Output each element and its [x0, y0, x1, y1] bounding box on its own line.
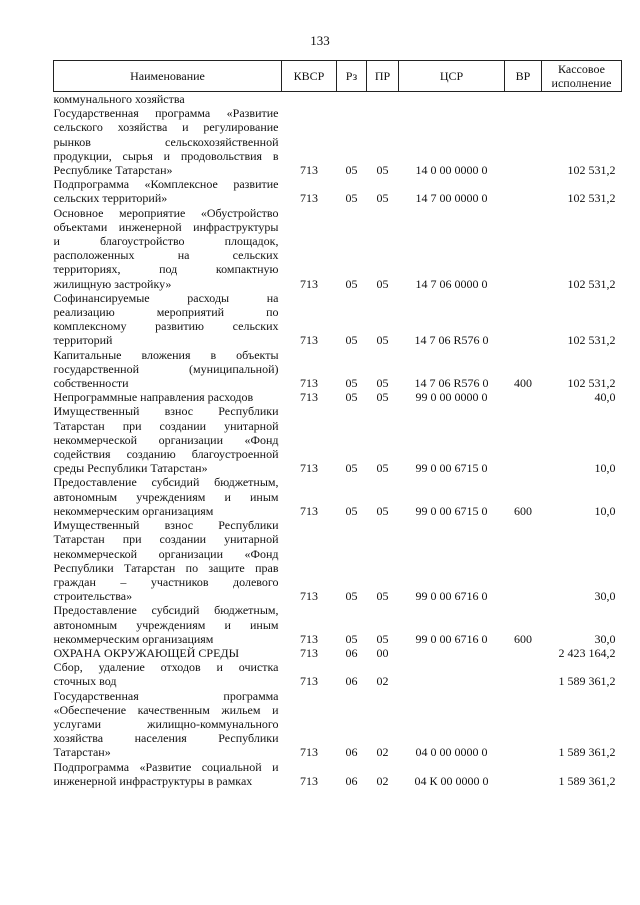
row-vr — [505, 92, 542, 107]
row-name — [54, 390, 282, 404]
row-rz: 05 — [345, 276, 358, 291]
row-name — [54, 404, 282, 475]
row-name-line: граждан – участников долевого — [53, 574, 279, 589]
row-name-line: рынков сельскохозяйственной — [53, 134, 279, 149]
table-row — [54, 206, 622, 291]
row-vr: 600 — [514, 631, 532, 646]
row-rz: 05 — [345, 376, 358, 391]
row-name-line: некоммерческим организациям — [53, 631, 214, 646]
row-name-line: территориях, под компактную — [53, 262, 279, 277]
table-row — [54, 177, 622, 205]
row-name-line: Подпрограмма «Развитие социальной и — [53, 759, 279, 774]
row-name-line: реализацию мероприятий по — [53, 305, 279, 320]
row-vr: 600 — [514, 503, 532, 518]
row-name — [54, 348, 282, 391]
row-name-line: ОХРАНА ОКРУЖАЮЩЕЙ СРЕДЫ — [53, 645, 240, 660]
table-row — [54, 646, 622, 660]
table-row — [54, 390, 622, 404]
row-rz: 05 — [345, 589, 358, 604]
row-name — [54, 660, 282, 688]
row-vr — [505, 660, 542, 688]
row-csr: 99 0 00 6715 0 — [415, 461, 488, 476]
row-kvsr: 713 — [300, 631, 318, 646]
header-cash: Кассовое исполнение — [542, 61, 622, 92]
row-name-line: и благоустройство площадок, — [53, 234, 279, 249]
row-cash: 2 423 164,2 — [558, 645, 616, 660]
row-name-line: услугами жилищно-коммунального — [53, 716, 279, 731]
row-name-line: автономным учреждениям и иным — [53, 489, 279, 504]
row-name-line: комплексному развитию сельских — [53, 319, 279, 334]
row-csr: 99 0 00 6715 0 — [415, 503, 488, 518]
row-pr: 00 — [376, 645, 389, 660]
row-name-line: сельских территорий» — [53, 191, 168, 206]
row-name-line: Республике Татарстан» — [53, 163, 173, 178]
row-cash: 1 589 361,2 — [558, 674, 616, 689]
row-name-line: Сбор, удаление отходов и очистка — [53, 660, 279, 675]
row-kvsr: 713 — [300, 191, 318, 206]
row-vr — [505, 760, 542, 788]
row-name-line: некоммерческой организации «Фонд — [53, 546, 279, 561]
row-name-line: Татарстан при создании унитарной — [53, 532, 279, 547]
row-name-line: Капитальные вложения в объекты — [53, 347, 279, 362]
row-rz: 05 — [345, 631, 358, 646]
row-rz — [337, 92, 367, 107]
row-name — [54, 177, 282, 205]
row-name — [54, 475, 282, 518]
row-csr: 14 7 06 0000 0 — [415, 276, 488, 291]
row-name — [54, 106, 282, 177]
row-kvsr: 713 — [300, 589, 318, 604]
row-name-line: среды Республики Татарстан» — [53, 461, 208, 476]
table-row — [54, 603, 622, 646]
header-name: Наименование — [54, 61, 282, 92]
row-csr: 14 7 00 0000 0 — [415, 191, 488, 206]
row-name-line: коммунального хозяйства — [53, 92, 185, 106]
row-vr — [505, 206, 542, 291]
row-pr: 05 — [376, 503, 389, 518]
row-vr — [505, 106, 542, 177]
row-rz: 05 — [345, 333, 358, 348]
row-vr — [505, 689, 542, 760]
header-pr: ПР — [367, 61, 399, 92]
row-name-line: некоммерческим организациям — [53, 503, 214, 518]
row-name-line: Имущественный взнос Республики — [53, 404, 279, 419]
row-pr: 05 — [376, 191, 389, 206]
row-csr: 99 0 00 0000 0 — [415, 390, 488, 405]
row-cash: 102 531,2 — [567, 191, 616, 206]
table-body — [54, 92, 622, 788]
row-name — [54, 518, 282, 603]
row-cash: 102 531,2 — [567, 376, 616, 391]
row-cash: 1 589 361,2 — [558, 745, 616, 760]
row-kvsr: 713 — [300, 376, 318, 391]
row-rz: 05 — [345, 503, 358, 518]
table-row — [54, 291, 622, 348]
row-name-line: Татарстан» — [53, 745, 111, 760]
row-name-line: Предоставление субсидий бюджетным, — [53, 603, 279, 618]
row-name-line: автономным учреждениям и иным — [53, 617, 279, 632]
page-number: 133 — [310, 33, 330, 48]
row-name-line: Государственная программа «Развитие — [53, 106, 279, 121]
row-rz: 05 — [345, 390, 358, 405]
table-row — [54, 660, 622, 688]
row-vr — [505, 646, 542, 660]
row-pr: 05 — [376, 163, 389, 178]
row-name — [54, 646, 282, 660]
row-cash: 30,0 — [594, 631, 616, 646]
row-name-line: объектами инженерной инфраструктуры — [53, 219, 279, 234]
row-name — [54, 760, 282, 788]
row-vr — [505, 518, 542, 603]
row-kvsr: 713 — [300, 461, 318, 476]
row-csr: 14 7 06 R576 0 — [414, 333, 489, 348]
row-kvsr: 713 — [300, 645, 318, 660]
table-row — [54, 404, 622, 475]
row-pr: 02 — [376, 745, 389, 760]
row-name-line: жилищную застройку» — [53, 276, 172, 291]
row-name-line: Софинансируемые расходы на — [53, 290, 279, 305]
row-name-line: сельского хозяйства и регулирование — [53, 120, 279, 135]
row-cash: 10,0 — [594, 503, 616, 518]
budget-table — [53, 60, 622, 788]
table-row — [54, 92, 622, 107]
row-kvsr: 713 — [300, 773, 318, 788]
row-csr: 99 0 00 6716 0 — [415, 589, 488, 604]
row-name-line: собственности — [53, 376, 129, 391]
row-name-line: расположенных на сельских — [53, 248, 279, 263]
row-kvsr: 713 — [300, 163, 318, 178]
row-pr — [367, 92, 399, 107]
header-vr: ВР — [505, 61, 542, 92]
row-csr — [399, 660, 505, 688]
row-name-line: некоммерческой организации «Фонд — [53, 432, 279, 447]
header-rz: Рз — [337, 61, 367, 92]
row-pr: 05 — [376, 631, 389, 646]
row-kvsr: 713 — [300, 674, 318, 689]
row-pr: 05 — [376, 276, 389, 291]
table-row — [54, 348, 622, 391]
row-vr — [505, 390, 542, 404]
row-name-line: Татарстан при создании унитарной — [53, 418, 279, 433]
row-pr: 02 — [376, 674, 389, 689]
row-kvsr: 713 — [300, 276, 318, 291]
row-csr: 04 0 00 0000 0 — [415, 745, 488, 760]
row-cash: 102 531,2 — [567, 276, 616, 291]
table-row — [54, 475, 622, 518]
row-rz: 06 — [345, 674, 358, 689]
row-vr — [505, 291, 542, 348]
row-name-line: Предоставление субсидий бюджетным, — [53, 475, 279, 490]
row-kvsr: 713 — [300, 390, 318, 405]
row-kvsr: 713 — [300, 745, 318, 760]
row-name — [54, 92, 282, 107]
row-name-line: Государственная программа — [53, 688, 279, 703]
row-name-line: Основное мероприятие «Обустройство — [53, 205, 279, 220]
row-pr: 05 — [376, 461, 389, 476]
row-cash: 102 531,2 — [567, 333, 616, 348]
row-name-line: сточных вод — [53, 674, 117, 689]
row-csr: 04 К 00 0000 0 — [414, 773, 489, 788]
row-name-line: государственной (муниципальной) — [53, 361, 279, 376]
row-name — [54, 291, 282, 348]
row-name — [54, 206, 282, 291]
row-csr: 14 0 00 0000 0 — [415, 163, 488, 178]
row-rz: 06 — [345, 645, 358, 660]
row-csr: 14 7 06 R576 0 — [414, 376, 489, 391]
row-cash: 10,0 — [594, 461, 616, 476]
row-kvsr — [282, 92, 337, 107]
table-row — [54, 689, 622, 760]
row-name — [54, 603, 282, 646]
row-pr: 02 — [376, 773, 389, 788]
row-cash: 1 589 361,2 — [558, 773, 616, 788]
row-name-line: продукции, сырья и продовольствия в — [53, 148, 279, 163]
row-kvsr: 713 — [300, 333, 318, 348]
row-name-line: Подпрограмма «Комплексное развитие — [53, 177, 279, 192]
row-rz: 06 — [345, 745, 358, 760]
row-name-line: хозяйства населения Республики — [53, 731, 279, 746]
row-rz: 05 — [345, 163, 358, 178]
row-pr: 05 — [376, 333, 389, 348]
row-name-line: Непрограммные направления расходов — [53, 390, 254, 405]
row-cash: 30,0 — [594, 589, 616, 604]
row-csr: 99 0 00 6716 0 — [415, 631, 488, 646]
row-name-line: инженерной инфраструктуры в рамках — [53, 773, 253, 788]
header-csr: ЦСР — [399, 61, 505, 92]
row-cash — [542, 92, 622, 107]
table-row — [54, 518, 622, 603]
row-csr — [399, 646, 505, 660]
row-cash: 40,0 — [594, 390, 616, 405]
row-name-line: территорий — [53, 333, 113, 348]
row-vr — [505, 177, 542, 205]
row-vr — [505, 404, 542, 475]
row-name — [54, 689, 282, 760]
row-pr: 05 — [376, 390, 389, 405]
row-rz: 05 — [345, 191, 358, 206]
row-kvsr: 713 — [300, 503, 318, 518]
row-rz: 05 — [345, 461, 358, 476]
row-rz: 06 — [345, 773, 358, 788]
header-kvsr: КВСР — [282, 61, 337, 92]
row-name-line: Имущественный взнос Республики — [53, 518, 279, 533]
row-name-line: «Обеспечение качественным жильем и — [53, 702, 279, 717]
table-row — [54, 106, 622, 177]
row-name-line: строительства» — [53, 589, 133, 604]
table-row — [54, 760, 622, 788]
row-name-line: содействия созданию благоустроенной — [53, 447, 279, 462]
row-vr: 400 — [514, 376, 532, 391]
row-cash: 102 531,2 — [567, 163, 616, 178]
table-header-row — [54, 61, 622, 92]
row-pr: 05 — [376, 376, 389, 391]
row-csr — [399, 92, 505, 107]
row-pr: 05 — [376, 589, 389, 604]
row-name-line: Республики Татарстан по защите прав — [53, 560, 279, 575]
